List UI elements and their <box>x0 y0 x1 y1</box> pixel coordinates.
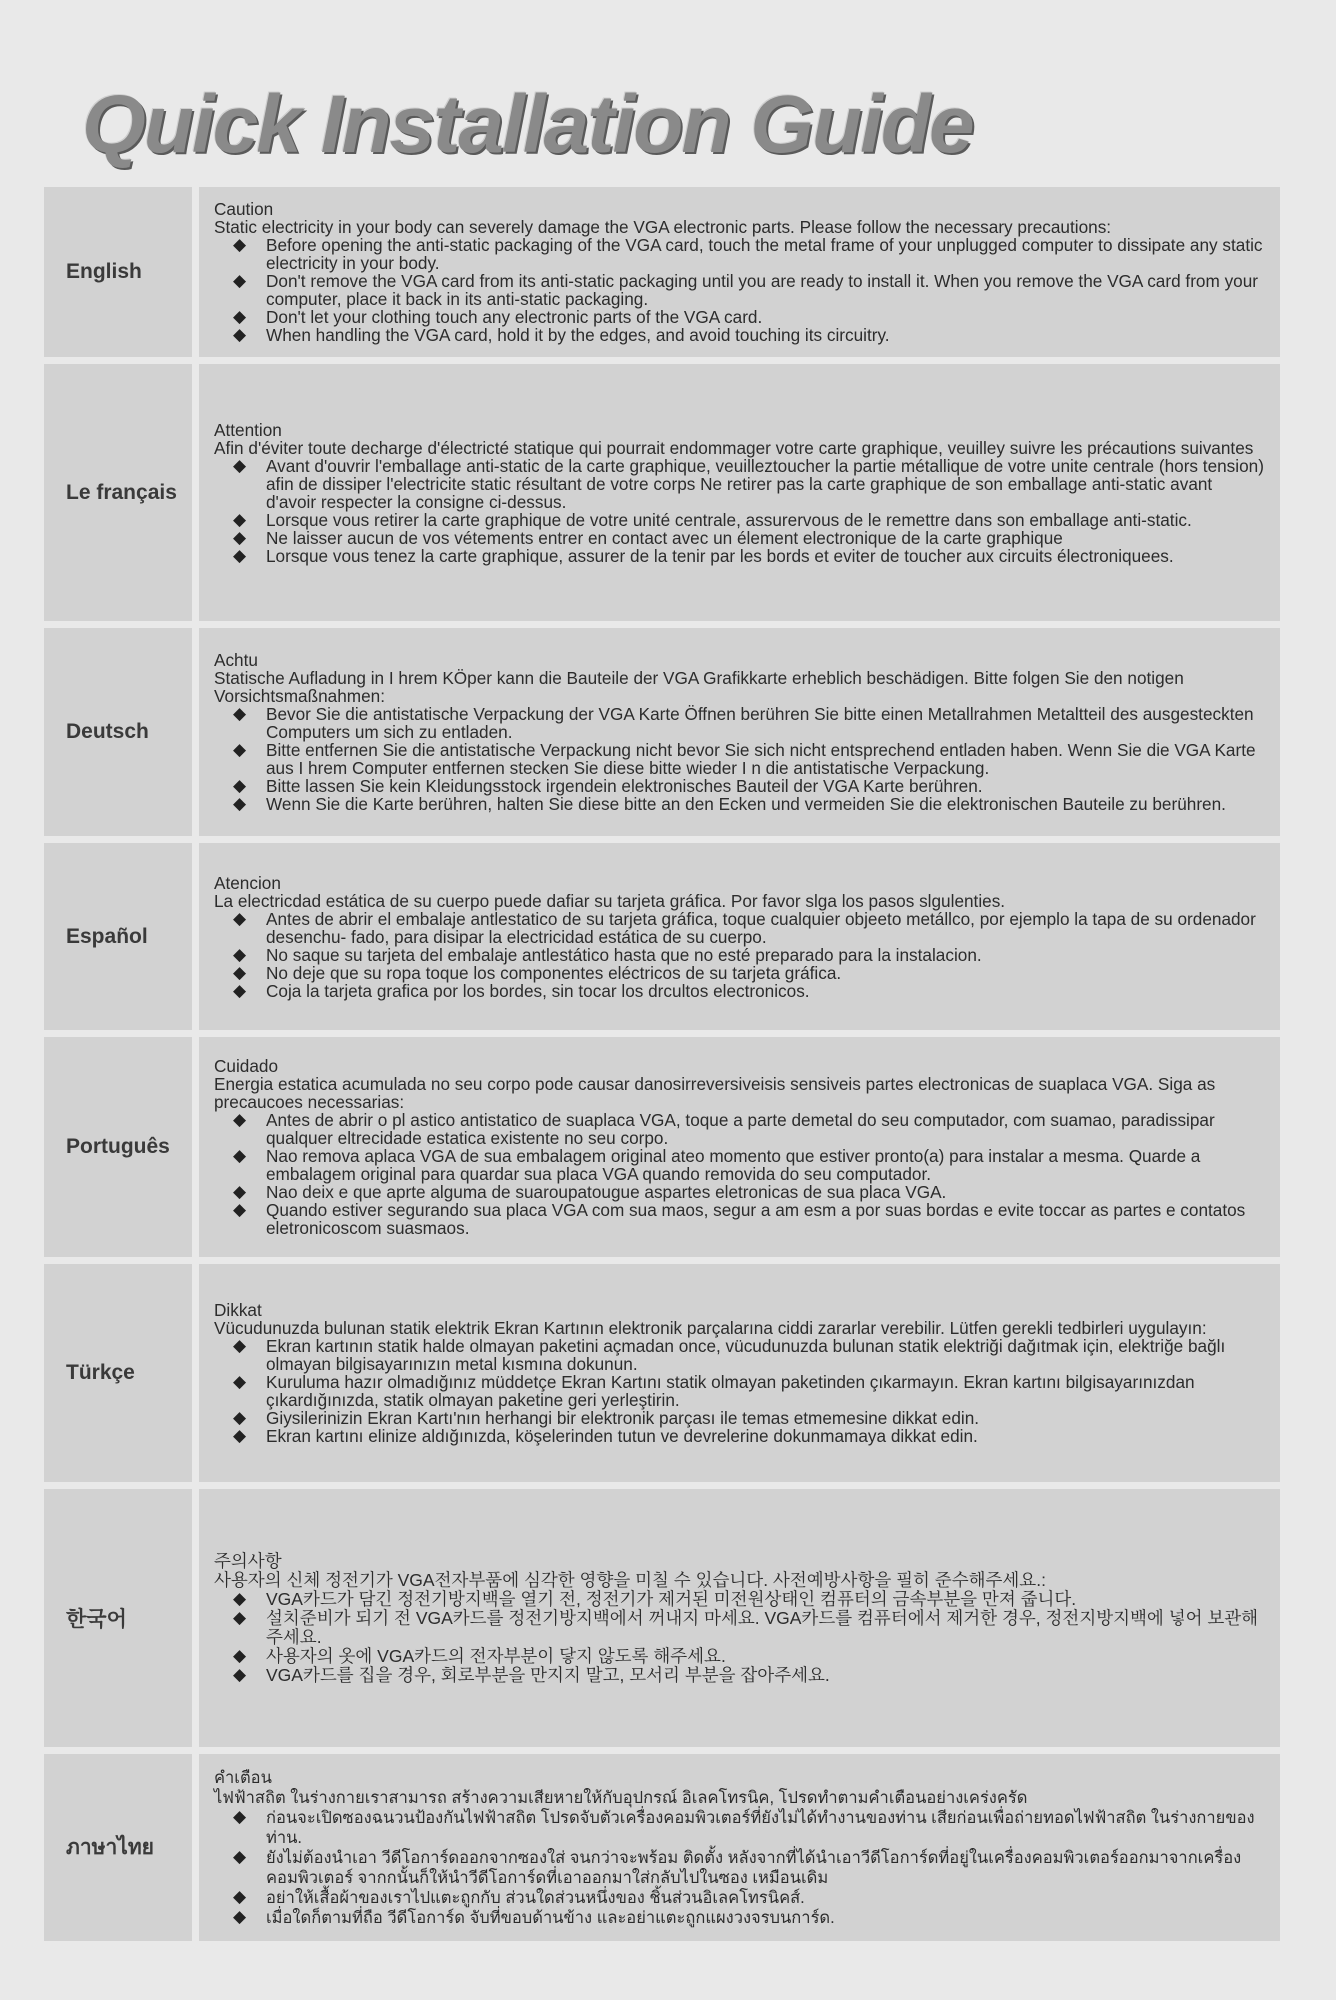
section-intro: La electricdad estática de su cuerpo puede dafiar su tarjeta gráfica. Por favor slga los pasos slgulenties. <box>214 890 1006 911</box>
diamond-bullet-icon: ◆ <box>233 1426 247 1445</box>
list-item: ◆ ก่อนจะเปิดซองฉนวนป้องกันไฟฟ้าสถิต โปรดจับตัวเครื่องคอมพิวเตอร์ที่ยังไม่ได้ทำงานของท่าน เสียก่อนเพื่อถ่ายทอดไฟฟ้าสถิต ในร่างกายของท่าน. <box>233 1806 1255 1847</box>
list-item: ◆ Bitte entfernen Sie die antistatische Verpackung nicht bevor Sie sich nicht entsprechend entladen haben. Wenn Sie die VGA Karte aus I hrem Computer entfernen stecken Sie diese bitte wieder I n die antistatische Verpackung. <box>233 740 1256 778</box>
list-item: ◆ VGA카드가 담긴 정전기방지백을 열기 전, 정전기가 제거된 미전원상태인 컴퓨터의 금속부분을 만져 줍니다. <box>233 1588 1077 1609</box>
list-item: ◆ อย่าให้เสื้อผ้าของเราไปแตะถูกกับ ส่วนใดส่วนหนึ่งของ ชิ้นส่วนอิเลคโทรนิคส์. <box>233 1886 805 1907</box>
section-heading: Attention <box>214 419 282 440</box>
diamond-bullet-icon: ◆ <box>233 1110 247 1129</box>
language-label: Le français <box>44 364 192 621</box>
list-item: ◆ Antes de abrir el embalaje antlestatico de su tarjeta gráfica, toque cualquier objeeto metállco, por ejemplo la tapa de su ordenador desenchu- fado, para disipar la electricidad estática de su cuerpo. <box>233 908 1256 947</box>
section-intro: Static electricity in your body can severely damage the VGA electronic parts. Please follow the necessary precautions: <box>214 217 1112 237</box>
diamond-bullet-icon: ◆ <box>233 944 247 964</box>
list-item: ◆ Nao deix e que aprte alguma de suaroupatougue aspartes eletronicas de sua placa VGA. <box>233 1182 947 1202</box>
section-intro: 사용자의 신체 정전기가 VGA전자부품에 심각한 영향을 미칠 수 있습니다. 사전예방사항을 필히 준수해주세요.: <box>214 1569 1046 1590</box>
diamond-bullet-icon: ◆ <box>233 1886 247 1906</box>
section-intro: Energia estatica acumulada no seu corpo pode causar danosirreversiveisis sensiveis partes electronicas de suaplaca VGA. Siga as precaucoes necessarias: <box>214 1074 1216 1112</box>
diamond-bullet-icon: ◆ <box>233 794 247 813</box>
list-item: ◆ No deje que su ropa toque los componentes eléctricos de su tarjeta gráfica. <box>233 962 842 983</box>
diamond-bullet-icon: ◆ <box>233 1408 247 1427</box>
list-item: ◆ Avant d'ouvrir l'emballage anti-static de la carte graphique, veuilleztoucher la partie métallique de votre unite centrale (hors tension) afin de dissiper l'electricite static résultant de votre corps Ne retirer pas la carte graphique de son emballage anti-static avant d'avoir respecter la consigne ci-dessus. <box>233 455 1264 512</box>
list-item: ◆ 설치준비가 되기 전 VGA카드를 정전기방지백에서 꺼내지 마세요. VGA카드를 컴퓨터에서 제거한 경우, 정전지방지백에 넣어 보관해주세요. <box>233 1607 1259 1647</box>
section-intro: Statische Aufladung in I hrem KÖper kann die Bauteile der VGA Grafikkarte erheblich beschädigen. Bitte folgen Sie den notigen Vorsichtsmaßnahmen: <box>214 668 1184 706</box>
page-title: Quick Installation Guide <box>82 79 973 170</box>
section-portuguese <box>44 1037 1280 1257</box>
language-label: ภาษาไทย <box>44 1754 192 1941</box>
list-item: ◆ Bitte lassen Sie kein Kleidungsstock irgendein elektronisches Bauteil der VGA Karte berühren. <box>233 776 983 796</box>
diamond-bullet-icon: ◆ <box>233 962 247 982</box>
section-german <box>44 628 1280 836</box>
diamond-bullet-icon: ◆ <box>233 545 247 565</box>
diamond-bullet-icon: ◆ <box>233 1645 247 1665</box>
diamond-bullet-icon: ◆ <box>233 1806 247 1826</box>
section-thai <box>44 1754 1280 1941</box>
language-table <box>44 187 1280 1948</box>
list-item: ◆ Coja la tarjeta grafica por los bordes, sin tocar los drcultos electronicos. <box>233 980 810 1001</box>
section-content <box>199 1754 1280 1941</box>
section-heading: Cuidado <box>214 1056 279 1076</box>
list-item: ◆ No saque su tarjeta del embalaje antlestático hasta que no esté preparado para la instalacion. <box>233 944 982 965</box>
section-content <box>199 1489 1280 1747</box>
language-label: Português <box>44 1037 192 1257</box>
diamond-bullet-icon: ◆ <box>233 1906 247 1926</box>
list-item: ◆ ยังไม่ต้องนำเอา วีดีโอการ์ดออกจากซองใส่ จนกว่าจะพร้อม ติดตั้ง หลังจากที่ได้นำเอาวีดีโอการ์ดที่อยู่ในเครื่องคอมพิวเตอร์ออกมาจากเครื่องคอมพิวเตอร์ จากกนั้นก็ให้นำวีดีโอการ์ดที่เอาออกมาใส่กลับไปในซอง เหมือนเดิม <box>233 1846 1242 1887</box>
diamond-bullet-icon: ◆ <box>233 704 247 723</box>
list-item: ◆ VGA카드를 집을 경우, 회로부분을 만지지 말고, 모서리 부분을 잡아주세요. <box>233 1664 830 1685</box>
section-content <box>199 843 1280 1030</box>
list-item: ◆ Antes de abrir o pl astico antistatico de suaplaca VGA, toque a parte demetal do seu computador, com suamao, paradissipar qualquer eltrecidade estatica existente no seu corpo. <box>233 1110 1215 1148</box>
list-item: ◆ Ekran kartını elinize aldığınızda, köşelerinden tutun ve devrelerine dokunmamaya dikkat edin. <box>233 1426 978 1446</box>
language-label: English <box>44 187 192 357</box>
list-item: ◆ Don't let your clothing touch any electronic parts of the VGA card. <box>233 307 763 327</box>
diamond-bullet-icon: ◆ <box>233 1588 247 1608</box>
diamond-bullet-icon: ◆ <box>233 325 247 344</box>
diamond-bullet-icon: ◆ <box>233 1336 247 1355</box>
list-item: ◆ Before opening the anti-static packaging of the VGA card, touch the metal frame of your unplugged computer to dissipate any static electricity in your body. <box>233 235 1263 273</box>
section-heading: คำเตือน <box>214 1768 272 1787</box>
language-label: 한국어 <box>44 1489 192 1747</box>
section-heading: Caution <box>214 199 274 219</box>
list-item: ◆ Wenn Sie die Karte berühren, halten Sie diese bitte an den Ecken und vermeiden Sie die elektronischen Bauteile zu berühren. <box>233 794 1226 814</box>
section-heading: Atencion <box>214 872 281 893</box>
list-item: ◆ Don't remove the VGA card from its anti-static packaging until you are ready to install it. When you remove the VGA card from your computer, place it back in its anti-static packaging. <box>233 271 1259 309</box>
section-heading: Dikkat <box>214 1300 262 1320</box>
section-content <box>199 1037 1280 1257</box>
section-content <box>199 1264 1280 1482</box>
diamond-bullet-icon: ◆ <box>233 1664 247 1684</box>
diamond-bullet-icon: ◆ <box>233 271 247 290</box>
diamond-bullet-icon: ◆ <box>233 908 247 928</box>
section-heading: Achtu <box>214 650 258 670</box>
section-turkish <box>44 1264 1280 1482</box>
section-heading: 주의사항 <box>214 1550 282 1571</box>
list-item: ◆ Quando estiver segurando sua placa VGA com sua maos, segur a am esm a por suas bordas e evite toccar as partes e contatos eletronicoscom suasmaos. <box>233 1200 1246 1238</box>
language-label: Deutsch <box>44 628 192 836</box>
diamond-bullet-icon: ◆ <box>233 980 247 1000</box>
list-item: ◆ Kuruluma hazır olmadığınız müddetçe Ekran Kartını statik olmayan paketinden çıkarmayın. Ekran kartını bilgisayarınızdan çıkardığınızda, statik olmayan paketine geri yerleştirin. <box>233 1372 1195 1410</box>
diamond-bullet-icon: ◆ <box>233 1372 247 1391</box>
diamond-bullet-icon: ◆ <box>233 1200 247 1219</box>
section-spanish <box>44 843 1280 1030</box>
diamond-bullet-icon: ◆ <box>233 509 247 529</box>
section-korean <box>44 1489 1280 1747</box>
section-intro: ไฟฟ้าสถิต ในร่างกายเราสามารถ สร้างความเสียหายให้กับอุปกรณ์ อิเลคโทรนิค, โปรดทำตามคำเตือนอย่างเคร่งครัด <box>214 1788 1028 1807</box>
diamond-bullet-icon: ◆ <box>233 307 247 326</box>
section-french <box>44 364 1280 621</box>
section-content <box>199 364 1280 621</box>
diamond-bullet-icon: ◆ <box>233 527 247 547</box>
list-item: ◆ 사용자의 옷에 VGA카드의 전자부분이 닿지 않도록 해주세요. <box>233 1645 726 1666</box>
list-item: ◆ เมื่อใดก็ตามที่ถือ วีดีโอการ์ด จับที่ขอบด้านข้าง และอย่าแตะถูกแผงวงจรบนการ์ด. <box>233 1906 835 1927</box>
diamond-bullet-icon: ◆ <box>233 1607 247 1627</box>
diamond-bullet-icon: ◆ <box>233 1146 247 1165</box>
list-item: ◆ When handling the VGA card, hold it by the edges, and avoid touching its circuitry. <box>233 325 890 345</box>
diamond-bullet-icon: ◆ <box>233 740 247 759</box>
section-english <box>44 187 1280 357</box>
section-content <box>199 187 1280 357</box>
diamond-bullet-icon: ◆ <box>233 1846 247 1866</box>
language-label: Español <box>44 843 192 1030</box>
list-item: ◆ Lorsque vous retirer la carte graphique de votre unité centrale, assurervous de le remettre dans son emballage anti-static. <box>233 509 1192 530</box>
diamond-bullet-icon: ◆ <box>233 235 247 254</box>
list-item: ◆ Nao remova aplaca VGA de sua embalagem original ateo momento que estiver pronto(a) para instalar a mesma. Quarde a embalagem original para quardar sua placa VGA quando removida do seu computador. <box>233 1146 1201 1184</box>
section-intro: Vücudunuzda bulunan statik elektrik Ekran Kartının elektronik parçalarına ciddi zararlar verebilir. Lütfen gerekli tedbirleri uygulayın: <box>214 1318 1207 1338</box>
section-content <box>199 628 1280 836</box>
list-item: ◆ Giysilerinizin Ekran Kartı'nın herhangi bir elektronik parçası ile temas etmemesine dikkat edin. <box>233 1408 980 1428</box>
list-item: ◆ Ne laisser aucun de vos vétements entrer en contact avec un élement electronique de la carte graphique <box>233 527 1063 548</box>
diamond-bullet-icon: ◆ <box>233 455 247 475</box>
list-item: ◆ Lorsque vous tenez la carte graphique, assurer de la tenir par les bords et eviter de toucher aux circuits électroniquees. <box>233 545 1174 566</box>
section-intro: Afin d'éviter toute decharge d'électricté statique qui pourrait endommager votre carte graphique, veuilley suivre les précautions suivantes <box>214 437 1254 458</box>
language-label: Türkçe <box>44 1264 192 1482</box>
diamond-bullet-icon: ◆ <box>233 1182 247 1201</box>
list-item: ◆ Bevor Sie die antistatische Verpackung der VGA Karte Öffnen berühren Sie bitte einen Metallrahmen Metaltteil des ausgesteckten Computers um sich zu entladen. <box>233 704 1254 742</box>
list-item: ◆ Ekran kartının statik halde olmayan paketini açmadan once, vücudunuzda bulunan statik elektriği dağıtmak için, elektriğe bağlı olmayan bilgisayarınızın metal kısmına dokunun. <box>233 1336 1226 1374</box>
diamond-bullet-icon: ◆ <box>233 776 247 795</box>
